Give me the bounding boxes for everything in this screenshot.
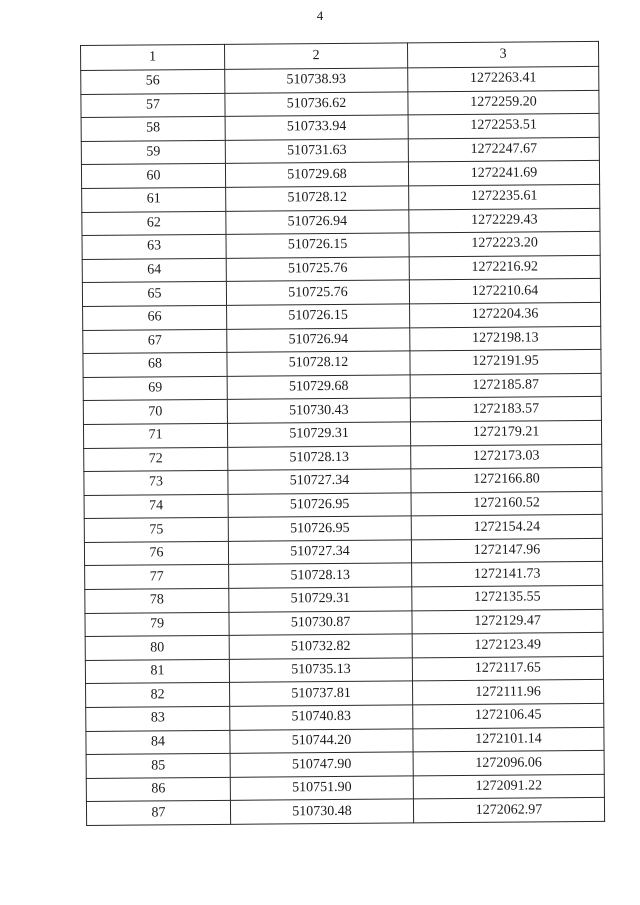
cell-x-coordinate: 510733.94 (225, 115, 408, 140)
cell-point-number: 72 (84, 447, 228, 472)
cell-y-coordinate: 1272062.97 (413, 798, 604, 823)
cell-x-coordinate: 510732.82 (229, 634, 412, 659)
table-row (86, 798, 604, 826)
cell-y-coordinate: 1272241.69 (408, 161, 599, 186)
cell-point-number: 73 (84, 470, 228, 495)
cell-y-coordinate: 1272191.95 (410, 350, 601, 375)
cell-x-coordinate: 510730.43 (227, 398, 410, 423)
cell-x-coordinate: 510729.68 (225, 162, 408, 187)
cell-x-coordinate: 510725.76 (226, 257, 409, 282)
cell-y-coordinate: 1272154.24 (411, 515, 602, 540)
cell-point-number: 66 (83, 305, 227, 330)
cell-x-coordinate: 510729.31 (229, 587, 412, 612)
cell-x-coordinate: 510737.81 (230, 681, 413, 706)
cell-x-coordinate: 510726.94 (227, 327, 410, 352)
cell-point-number: 84 (86, 730, 230, 755)
cell-y-coordinate: 1272263.41 (408, 66, 599, 91)
cell-y-coordinate: 1272247.67 (408, 137, 599, 162)
cell-y-coordinate: 1272223.20 (409, 232, 600, 257)
cell-x-coordinate: 510740.83 (230, 705, 413, 730)
cell-x-coordinate: 510726.15 (227, 304, 410, 329)
cell-point-number: 62 (82, 211, 226, 236)
cell-x-coordinate: 510738.93 (225, 68, 408, 93)
cell-y-coordinate: 1272091.22 (413, 774, 604, 799)
cell-y-coordinate: 1272117.65 (412, 656, 603, 681)
cell-point-number: 61 (82, 187, 226, 212)
cell-point-number: 85 (86, 754, 230, 779)
cell-y-coordinate: 1272101.14 (413, 727, 604, 752)
cell-x-coordinate: 510728.12 (227, 351, 410, 376)
cell-y-coordinate: 1272141.73 (412, 562, 603, 587)
cell-y-coordinate: 1272204.36 (410, 302, 601, 327)
cell-y-coordinate: 1272129.47 (412, 609, 603, 634)
cell-point-number: 82 (86, 683, 230, 708)
column-header-x: 2 (224, 43, 407, 69)
page-number: 4 (316, 8, 324, 23)
cell-point-number: 79 (85, 612, 229, 637)
cell-x-coordinate: 510728.13 (228, 445, 411, 470)
cell-y-coordinate: 1272179.21 (410, 420, 601, 445)
cell-y-coordinate: 1272096.06 (413, 751, 604, 776)
cell-x-coordinate: 510726.94 (226, 209, 409, 234)
cell-point-number: 57 (81, 93, 225, 118)
cell-x-coordinate: 510729.31 (227, 422, 410, 447)
cell-y-coordinate: 1272198.13 (410, 326, 601, 351)
cell-x-coordinate: 510727.34 (228, 469, 411, 494)
column-header-point: 1 (81, 44, 225, 70)
cell-x-coordinate: 510725.76 (226, 280, 409, 305)
cell-point-number: 86 (86, 777, 230, 802)
cell-point-number: 56 (81, 69, 225, 94)
cell-point-number: 87 (86, 801, 230, 826)
cell-x-coordinate: 510727.34 (228, 540, 411, 565)
cell-point-number: 80 (85, 636, 229, 661)
cell-x-coordinate: 510728.12 (226, 186, 409, 211)
cell-point-number: 59 (81, 140, 225, 165)
cell-x-coordinate: 510736.62 (225, 92, 408, 117)
cell-point-number: 67 (83, 329, 227, 354)
cell-y-coordinate: 1272259.20 (408, 90, 599, 115)
cell-point-number: 68 (83, 352, 227, 377)
cell-y-coordinate: 1272235.61 (409, 184, 600, 209)
cell-y-coordinate: 1272216.92 (409, 255, 600, 280)
cell-point-number: 81 (85, 659, 229, 684)
cell-y-coordinate: 1272135.55 (412, 585, 603, 610)
column-header-y: 3 (407, 41, 598, 67)
cell-point-number: 58 (81, 117, 225, 142)
cell-point-number: 71 (83, 423, 227, 448)
cell-y-coordinate: 1272183.57 (410, 397, 601, 422)
cell-x-coordinate: 510735.13 (229, 658, 412, 683)
cell-y-coordinate: 1272185.87 (410, 373, 601, 398)
cell-point-number: 78 (85, 588, 229, 613)
cell-x-coordinate: 510751.90 (230, 776, 413, 801)
cell-x-coordinate: 510730.87 (229, 611, 412, 636)
cell-y-coordinate: 1272160.52 (411, 491, 602, 516)
cell-point-number: 74 (84, 494, 228, 519)
cell-point-number: 76 (84, 541, 228, 566)
cell-point-number: 83 (86, 706, 230, 731)
cell-x-coordinate: 510729.68 (227, 375, 410, 400)
cell-x-coordinate: 510726.95 (228, 493, 411, 518)
table-body (81, 66, 605, 825)
cell-point-number: 64 (82, 258, 226, 283)
cell-x-coordinate: 510728.13 (229, 563, 412, 588)
cell-point-number: 69 (83, 376, 227, 401)
cell-y-coordinate: 1272147.96 (411, 538, 602, 563)
cell-x-coordinate: 510747.90 (230, 752, 413, 777)
cell-y-coordinate: 1272111.96 (413, 680, 604, 705)
cell-point-number: 60 (81, 164, 225, 189)
cell-y-coordinate: 1272229.43 (409, 208, 600, 233)
cell-point-number: 77 (85, 565, 229, 590)
cell-point-number: 70 (83, 400, 227, 425)
coordinates-table (80, 41, 605, 826)
cell-x-coordinate: 510726.15 (226, 233, 409, 258)
cell-y-coordinate: 1272173.03 (411, 444, 602, 469)
cell-y-coordinate: 1272123.49 (412, 633, 603, 658)
cell-y-coordinate: 1272106.45 (413, 703, 604, 728)
cell-x-coordinate: 510744.20 (230, 729, 413, 754)
cell-point-number: 63 (82, 235, 226, 260)
cell-y-coordinate: 1272253.51 (408, 114, 599, 139)
cell-point-number: 75 (84, 518, 228, 543)
cell-x-coordinate: 510731.63 (225, 139, 408, 164)
cell-x-coordinate: 510730.48 (230, 799, 413, 824)
cell-y-coordinate: 1272210.64 (409, 279, 600, 304)
cell-y-coordinate: 1272166.80 (411, 468, 602, 493)
cell-point-number: 65 (82, 282, 226, 307)
cell-x-coordinate: 510726.95 (228, 516, 411, 541)
